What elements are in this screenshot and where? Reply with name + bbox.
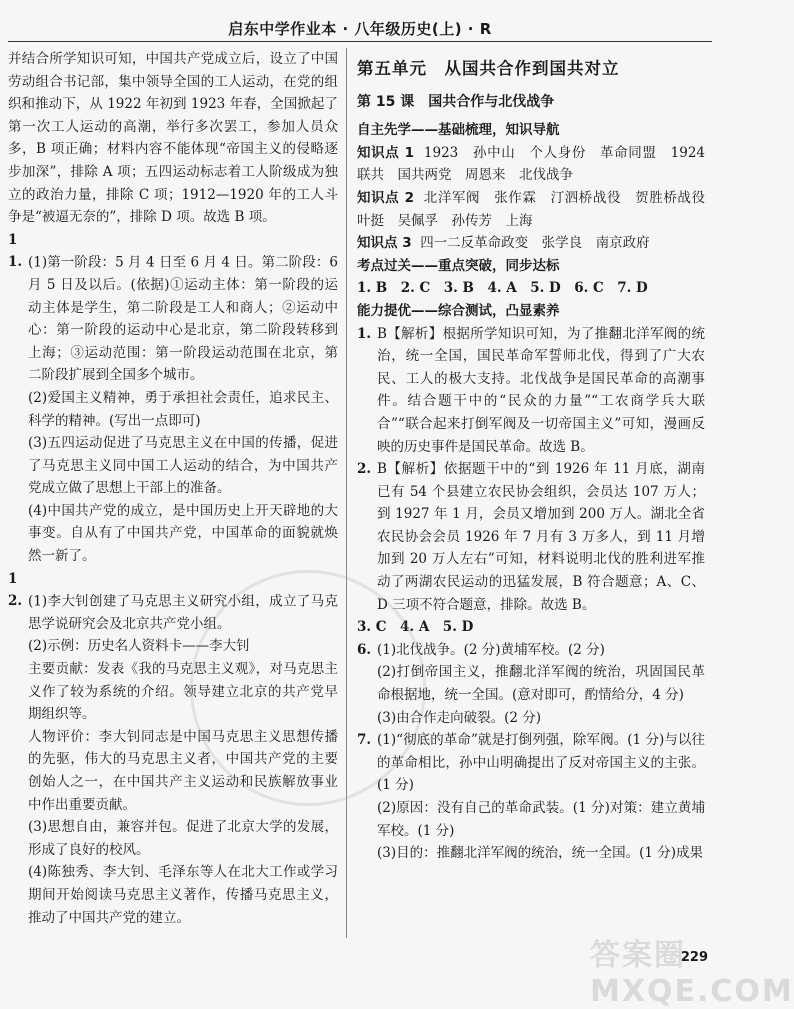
unit-title: 第五单元 从国共合作到国共对立 (357, 59, 620, 78)
section-heading: 考点过关——重点突破，同步达标 (357, 257, 560, 274)
question-number: 2. (357, 461, 372, 478)
answer-item: (3)由合作走向破裂。(2 分) (377, 709, 542, 726)
knowledge-point-2 (357, 187, 719, 232)
answer-line: 1. B 2. C 3. B 4. A 5. D 6. C 7. D (357, 280, 648, 297)
answer-paragraph: (4)陈独秀、李大钊、毛泽东等人在北大工作或学习期间开始阅读马克思主义著作，传播马克思主义，推动了中国共产党的建立。 (28, 864, 338, 926)
answer-paragraph: (2)示例：历史名人资料卡——李大钊 (28, 638, 250, 655)
kp-label: 知识点 1 (357, 144, 415, 161)
question-text: (1)第一阶段：5 月 4 日至 6 月 4 日。第二阶段：6 月 5 日及以后。(依据)①运动主体：第一阶段的运动主体是学生，第二阶段是工人和商人；②运动中心：第一阶段的运动中心是北京，第二阶段转移到上海；③运动范围：第一阶段运动范围在北京，第二阶段扩展到全国多个城市。 (28, 254, 338, 384)
answer-paragraph: (3)思想自由，兼容并包。促进了北京大学的发展，形成了良好的校风。 (28, 819, 338, 858)
answer-items (357, 323, 705, 865)
answer-item: 3. C 4. A 5. D (357, 619, 474, 636)
kp-label: 知识点 2 (357, 189, 414, 206)
header-rule (8, 41, 712, 42)
kp-text: 北洋军阀 张作霖 汀泗桥战役 贺胜桥战役 叶挺 吴佩孚 孙传芳 上海 (357, 189, 719, 229)
section-heading: 自主先学——基础梳理，知识导航 (357, 122, 560, 139)
kp-text: 四一二反革命政变 张学良 南京政府 (420, 235, 650, 252)
answer-item: (2)打倒帝国主义，推翻北洋军阀的统治，巩固国民革命根据地，统一全国。(意对即可，酌情给分，4 分) (377, 664, 705, 704)
lesson-title: 第 15 课 国共合作与北伐战争 (357, 93, 555, 110)
question-number: 12. (8, 570, 23, 610)
answer-paragraph: 并结合所学知识可知，中国共产党成立后，设立了中国劳动组合书记部，集中领导全国的工人运动，在党的组织和推动下，从 1922 年初到 1923 年春，全国掀起了第一次工人运动的高潮，举行多次罢工，参加人员众多，B 项正确；材料内容不能体现“帝国主义的侵略逐步加深”，排除 A 项；五四运动标志着工人阶级成为独立的政治力量，排除 C 项；1912—1920 年的工人斗争是“被逼无奈的”，排除 D 项。故选 B 项。 (8, 51, 338, 226)
answer-item (357, 323, 705, 459)
answer-paragraph: (4)中国共产党的成立，是中国历史上开天辟地的大事变。自从有了中国共产党，中国革命的面貌就焕然一新了。 (28, 502, 338, 565)
answer-item (357, 458, 705, 616)
header-title: 启东中学作业本 · 八年级历史(上) · R (228, 20, 492, 38)
answer-text: (1)北伐战争。(2 分)黄埔军校。(2 分) (377, 641, 605, 658)
kp-label: 知识点 3 (357, 235, 412, 252)
column-divider (346, 48, 347, 938)
question-number: 11. (8, 231, 23, 271)
kp-text: 1923 孙中山 个人身份 革命同盟 1924 联共 国共两党 周恩来 北伐战争 (357, 144, 719, 184)
answer-paragraph: (2)爱国主义精神，勇于承担社会责任，追求民主、科学的精神。(写出一点即可) (28, 389, 338, 429)
answer-text: B【解析】根据所学知识可知，为了推翻北洋军阀的统治，统一全国，国民革命军誓师北伐，得到了广大农民、工人的极大支持。北伐战争是国民革命的高潮事件。结合题干中的“民众的力量”“工农商学兵大联合”“联合起来打倒军阀及一切帝国主义”可知，漫画反映的历史事件是国民革命。故选 B。 (377, 325, 705, 455)
question-number: 1. (357, 325, 372, 342)
page-number: 229 (680, 950, 708, 965)
answer-text: (1)“彻底的革命”就是打倒列强，除军阀。(1 分)与以往的革命相比，孙中山明确提出了反对帝国主义的主张。(1 分) (377, 732, 705, 794)
knowledge-point-1 (357, 142, 719, 187)
question-number: 7. (357, 732, 372, 749)
watermark-text: 答案圈 MXQE.COM (590, 938, 794, 1009)
page-header (0, 0, 720, 40)
section-heading: 能力提优——综合测试，凸显素养 (357, 302, 560, 319)
question-text: (1)李大钊创建了马克思主义研究小组，成立了马克思学说研究会及北京共产党小组。 (28, 593, 338, 632)
answer-item: (3)目的：推翻北洋军阀的统治，统一全国。(1 分)成果 (377, 845, 704, 862)
knowledge-point-3 (357, 232, 705, 255)
question-item (8, 229, 338, 387)
answer-paragraph: (3)五四运动促进了马克思主义在中国的传播，促进了马克思主义同中国工人运动的结合，为中国共产党成立做了思想上干部上的准备。 (28, 435, 338, 497)
answer-text: B【解析】依据题干中的“到 1926 年 11 月底，湖南已有 54 个县建立农民协会组织，会员达 107 万人；到 1927 年 1 月，会员又增加到 200 万人。湖北全省农民协会会员 1926 年 7 月有 3 万多人，到 11 月增加到 20 万人左右”可知，材料说明北伐的胜利进军推动了两湖农民运动的迅猛发展，B 符合题意；A、C、D 三项不符合题意，排除。故选 B。 (377, 461, 705, 613)
answer-paragraph: 主要贡献：发表《我的马克思主义观》，对马克思主义作了较为系统的介绍。领导建立北京的共产党早期组织等。 (28, 661, 338, 723)
watermark-circle (190, 570, 426, 806)
answer-paragraph: 人物评价：李大钊同志是中国马克思主义思想传播的先驱，伟大的马克思主义者，中国共产党的主要创始人之一，在中国共产主义运动和民族解放事业中作出重要贡献。 (28, 728, 338, 813)
question-number: 6. (357, 641, 372, 658)
answer-item: (2)原因：没有自己的革命武装。(1 分)对策：建立黄埔军校。(1 分) (377, 800, 705, 839)
